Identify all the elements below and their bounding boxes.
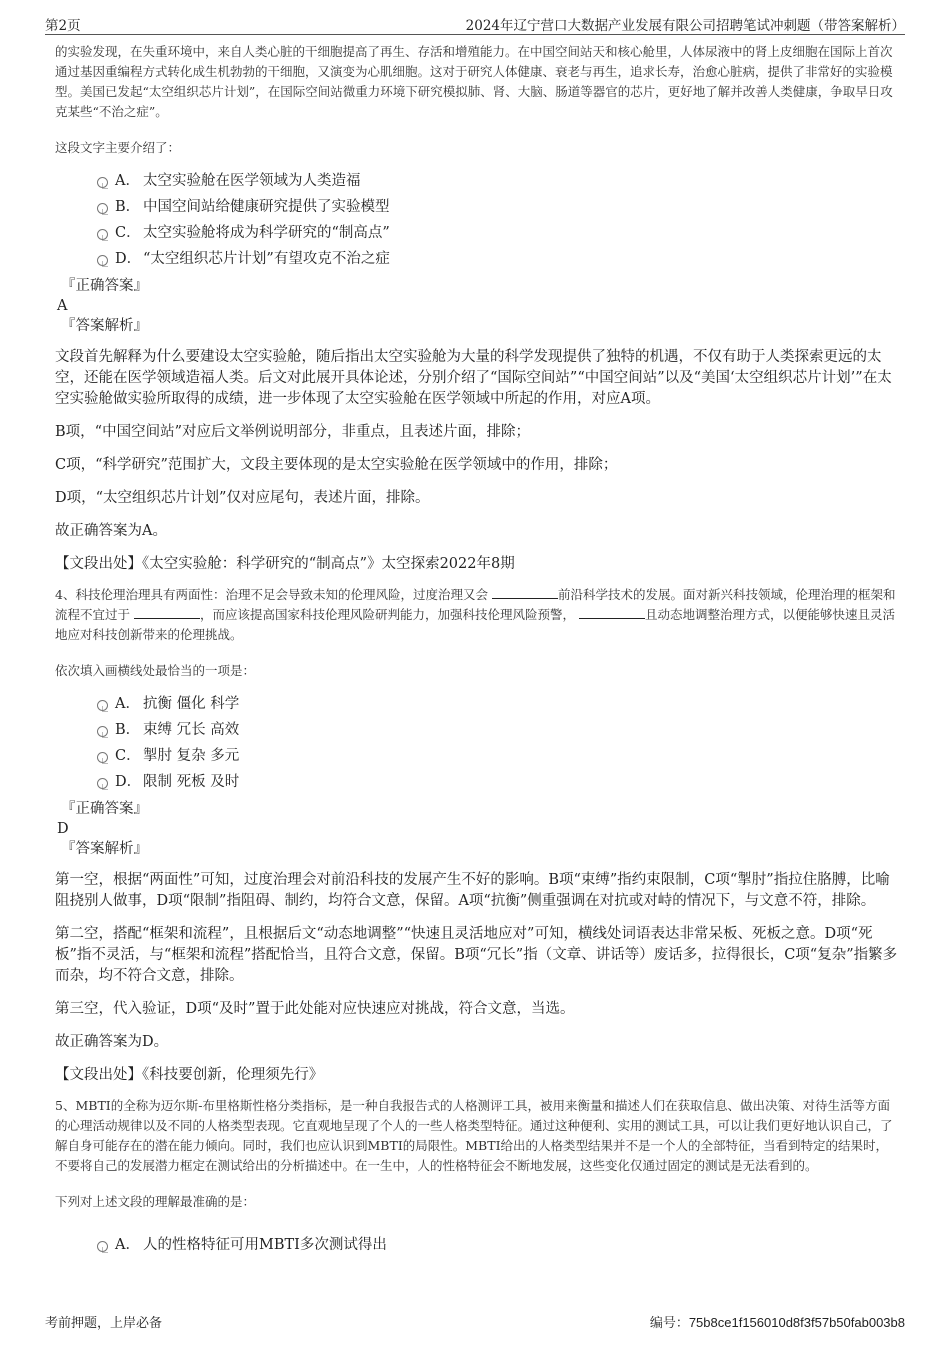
radio-icon[interactable]	[97, 700, 108, 711]
radio-icon[interactable]	[97, 1241, 108, 1252]
q4-analysis-1: 第一空，根据“两面性”可知，过度治理会对前沿科技的发展产生不好的影响。B项“束缚”指约束限制，C项“掣肘”指拉住胳膊，比喻阻挠别人做事，D项“限制”指阻碍、制约，均符合文意，保留。A项“抗衡”侧重强调在对抗或对峙的情况下，与文意不符，排除。	[55, 872, 890, 909]
q3-option-c[interactable]	[55, 222, 900, 248]
q3-answer-label: 『正确答案』	[61, 278, 148, 294]
option-letter: B．	[115, 199, 141, 215]
q3-options	[55, 170, 900, 274]
q3-analysis-5: 故正确答案为A。	[55, 523, 167, 539]
q4-options	[55, 693, 900, 797]
radio-icon[interactable]	[97, 229, 108, 240]
q3-option-a[interactable]	[55, 170, 900, 196]
q4-option-d[interactable]	[55, 771, 900, 797]
q4-analysis-2: 第二空，搭配“框架和流程”，且根据后文“动态地调整”“快速且灵活地应对”可知，横线处词语表达非常呆板、死板之意。D项“死板”指不灵活，与“框架和流程”搭配恰当，且符合文意，保留。B项“冗长”指（文章、讲话等）废话多，拉得很长，C项“复杂”指繁多而杂，均不符合文意，排除。	[55, 926, 898, 984]
option-text: 掣肘 复杂 多元	[143, 748, 240, 764]
option-text: 中国空间站给健康研究提供了实验模型	[143, 199, 390, 215]
q4-analysis-label: 『答案解析』	[61, 841, 148, 857]
q4-option-b[interactable]	[55, 719, 900, 745]
option-text: 束缚 冗长 高效	[143, 722, 240, 738]
option-letter: A．	[115, 1237, 140, 1253]
page-number: 第2页	[45, 18, 81, 34]
q3-analysis-2: B项，“中国空间站”对应后文举例说明部分，非重点，且表述片面，排除；	[55, 424, 530, 440]
option-letter: A．	[115, 173, 140, 189]
q3-analysis-3: C项，“科学研究”范围扩大，文段主要体现的是太空实验舱在医学领域中的作用，排除；	[55, 457, 618, 473]
q4-prompt: 依次填入画横线处最恰当的一项是：	[55, 663, 256, 678]
radio-icon[interactable]	[97, 752, 108, 763]
radio-icon[interactable]	[97, 726, 108, 737]
q5-prompt: 下列对上述文段的理解最准确的是：	[55, 1194, 256, 1209]
blank-line	[579, 606, 645, 619]
q3-prompt: 这段文字主要介绍了：	[55, 140, 181, 155]
option-text: 抗衡 僵化 科学	[143, 696, 240, 712]
q4-analysis-3: 第三空，代入验证，D项“及时”置于此处能对应快速应对挑战，符合文意，当选。	[55, 1001, 575, 1017]
footer-slogan: 考前押题，上岸必备	[45, 1316, 163, 1331]
blank-line	[492, 586, 558, 599]
q3-passage: 的实验发现，在失重环境中，来自人类心脏的干细胞提高了再生、存活和增殖能力。在中国空间站天和核心舱里，人体尿液中的肾上皮细胞在国际上首次通过基因重编程方式转化成生机勃勃的干细胞，又演变为心肌细胞。这对于研究人体健康、衰老与再生，追求长寿，治愈心脏病，提供了非常好的实验模型。美国已发起“太空组织芯片计划”，在国际空间站微重力环境下研究模拟肺、肾、大脑、肠道等器官的芯片，更好地了解并改善人类健康，争取早日攻克某些“不治之症”。	[55, 44, 893, 119]
q4-stem: 4、科技伦理治理具有两面性：治理不足会导致未知的伦理风险，过度治理又会 前沿科学技术的发展。面对新兴科技领域，伦理治理的框架和流程不宜过于 ，而应该提高国家科技伦理风险研判能力，加强科技伦理风险预警， 且动态地调整治理方式，以便能够快速且灵活地应对科技创新带来的伦理挑战。	[55, 587, 896, 642]
radio-icon[interactable]	[97, 177, 108, 188]
option-letter: A．	[115, 696, 140, 712]
option-text: “太空组织芯片计划”有望攻克不治之症	[143, 251, 390, 267]
radio-icon[interactable]	[97, 255, 108, 266]
q4-analysis-4: 故正确答案为D。	[55, 1034, 169, 1050]
option-text: 限制 死板 及时	[143, 774, 240, 790]
q3-analysis-4: D项，“太空组织芯片计划”仅对应尾句，表述片面，排除。	[55, 490, 430, 506]
option-text: 太空实验舱将成为科学研究的“制高点”	[143, 225, 390, 241]
q3-analysis-label: 『答案解析』	[61, 318, 148, 334]
code-value: 75b8ce1f156010d8f3f57b50fab003b8	[688, 1315, 905, 1330]
q5-stem: 5、MBTI的全称为迈尔斯-布里格斯性格分类指标，是一种自我报告式的人格测评工具，被用来衡量和描述人们在获取信息、做出决策、对待生活等方面的心理活动规律以及不同的人格类型表现。它直观地呈现了个人的一些人格类型特征。通过这种便利、实用的测试工具，可以让我们更好地认识自己，了解自身可能存在的潜在能力倾向。同时，我们也应认识到MBTI的局限性。MBTI给出的人格类型结果并不是一个人的全部特征，当看到特定的结果时，不要将自己的发展潜力框定在测试给出的分析描述中。在一生中，人的性格特征会不断地发展，这些变化仅通过固定的测试是无法看到的。	[55, 1098, 893, 1173]
q4-source: 【文段出处】《科技要创新，伦理须先行》	[55, 1067, 324, 1083]
document-title: 2024年辽宁营口大数据产业发展有限公司招聘笔试冲刺题（带答案解析）	[465, 18, 905, 34]
q4-option-c[interactable]	[55, 745, 900, 771]
q3-option-d[interactable]	[55, 248, 900, 274]
radio-icon[interactable]	[97, 203, 108, 214]
code-label: 编号：	[649, 1315, 689, 1330]
option-letter: C．	[115, 748, 141, 764]
page-header	[45, 12, 905, 35]
option-text: 太空实验舱在医学领域为人类造福	[143, 173, 361, 189]
q4-answer-label: 『正确答案』	[61, 801, 148, 817]
q3-option-b[interactable]	[55, 196, 900, 222]
document-code	[650, 1312, 905, 1331]
option-letter: D．	[115, 251, 142, 267]
q3-answer: A	[57, 298, 68, 314]
blank-line	[134, 606, 200, 619]
option-letter: C．	[115, 225, 141, 241]
option-letter: B．	[115, 722, 141, 738]
page-footer	[45, 1312, 905, 1332]
q4-answer: D	[57, 821, 69, 837]
document-body	[55, 42, 900, 1260]
q3-analysis-1: 文段首先解释为什么要建设太空实验舱，随后指出太空实验舱为大量的科学发现提供了独特的机遇，不仅有助于人类探索更远的太空，还能在医学领域造福人类。后文对此展开具体论述，分别介绍了“国际空间站”“中国空间站”以及“美国‘太空组织芯片计划’”在太空实验舱做实验所取得的成绩，进一步体现了太空实验舱在医学领域中所起的作用，对应A项。	[55, 349, 892, 407]
q5-options	[55, 1234, 900, 1260]
option-text: 人的性格特征可用MBTI多次测试得出	[143, 1237, 387, 1253]
q5-option-a[interactable]	[55, 1234, 900, 1260]
q4-option-a[interactable]	[55, 693, 900, 719]
q3-source: 【文段出处】《太空实验舱：科学研究的“制高点”》太空探索2022年8期	[55, 556, 515, 572]
radio-icon[interactable]	[97, 778, 108, 789]
option-letter: D．	[115, 774, 142, 790]
